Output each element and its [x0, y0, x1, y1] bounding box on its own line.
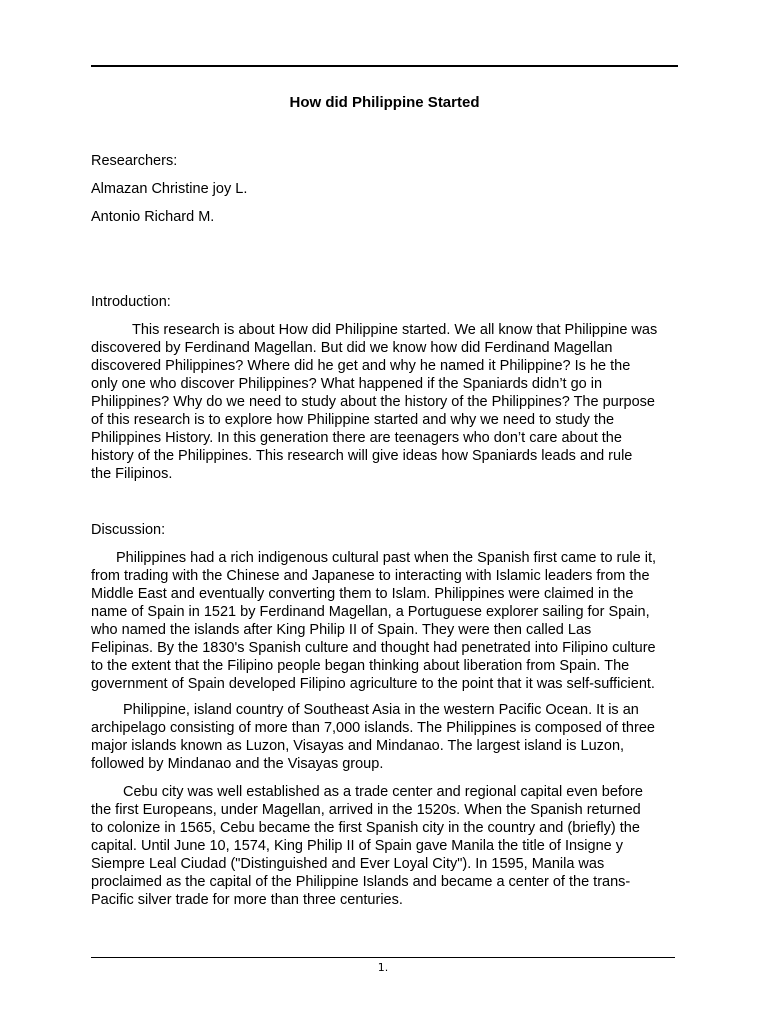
page-number: 1.: [377, 961, 389, 974]
discussion-paragraph-3: [91, 783, 691, 909]
discussion-paragraph-1: [91, 549, 691, 693]
researchers-heading: Researchers:: [91, 153, 178, 169]
introduction-line: Philippines History. In this generation there are teenagers who don’t care about the: [91, 430, 622, 446]
discussion-line: Pacific silver trade for more than three centuries.: [91, 892, 403, 908]
footer-rule: [91, 957, 675, 958]
introduction-line: history of the Philippines. This research will give ideas how Spaniards leads and rule: [91, 448, 633, 464]
introduction-line: only one who discover Philippines? What happened if the Spaniards didn’t go in: [91, 376, 603, 392]
introduction-line: This research is about How did Philippine started. We all know that Philippine was: [132, 322, 658, 338]
discussion-line: major islands known as Luzon, Visayas and Mindanao. The largest island is Luzon,: [91, 738, 625, 754]
discussion-line: Cebu city was well established as a trade center and regional capital even before: [123, 784, 643, 800]
discussion-line: government of Spain developed Filipino agriculture to the point that it was self-sufficient.: [91, 676, 655, 692]
introduction-paragraph: [91, 321, 691, 483]
introduction-line: discovered by Ferdinand Magellan. But did we know how did Ferdinand Magellan: [91, 340, 613, 356]
discussion-line: Philippine, island country of Southeast Asia in the western Pacific Ocean. It is an: [123, 702, 639, 718]
discussion-line: archipelago consisting of more than 7,000 islands. The Philippines is composed of three: [91, 720, 655, 736]
discussion-line: to colonize in 1565, Cebu became the first Spanish city in the country and (briefly) the: [91, 820, 640, 836]
discussion-line: Middle East and eventually converting them to Islam. Philippines were claimed in the: [91, 586, 634, 602]
discussion-line: to the extent that the Filipino people began thinking about liberation from Spain. The: [91, 658, 630, 674]
header-rule: [91, 65, 678, 67]
researcher-name-2: Antonio Richard M.: [91, 209, 215, 225]
discussion-line: name of Spain in 1521 by Ferdinand Magellan, a Portuguese explorer sailing for Spain,: [91, 604, 650, 620]
discussion-line: followed by Mindanao and the Visayas group.: [91, 756, 384, 772]
discussion-heading: Discussion:: [91, 522, 166, 538]
document-title: How did Philippine Started: [289, 94, 480, 111]
introduction-heading: Introduction:: [91, 294, 171, 310]
discussion-line: the first Europeans, under Magellan, arrived in the 1520s. When the Spanish returned: [91, 802, 641, 818]
discussion-line: from trading with the Chinese and Japanese to interacting with Islamic leaders from the: [91, 568, 650, 584]
discussion-line: Siempre Leal Ciudad ("Distinguished and Ever Loyal City"). In 1595, Manila was: [91, 856, 605, 872]
discussion-line: proclaimed as the capital of the Philippine Islands and became a center of the trans-: [91, 874, 631, 890]
introduction-line: Philippines? Why do we need to study about the history of the Philippines? The purpose: [91, 394, 655, 410]
discussion-line: Felipinas. By the 1830's Spanish culture and thought had penetrated into Filipino culture: [91, 640, 656, 656]
introduction-line: discovered Philippines? Where did he get and why he named it Philippine? Is he the: [91, 358, 631, 374]
researcher-name-1: Almazan Christine joy L.: [91, 181, 248, 197]
discussion-paragraph-2: [91, 701, 691, 773]
discussion-line: who named the islands after King Philip II of Spain. They were then called Las: [91, 622, 592, 638]
discussion-line: capital. Until June 10, 1574, King Philip II of Spain gave Manila the title of Insigne y: [91, 838, 623, 854]
discussion-line: Philippines had a rich indigenous cultural past when the Spanish first came to rule it,: [116, 550, 657, 566]
introduction-line: of this research is to explore how Philippine started and why we need to study the: [91, 412, 615, 428]
introduction-line: the Filipinos.: [91, 466, 173, 482]
